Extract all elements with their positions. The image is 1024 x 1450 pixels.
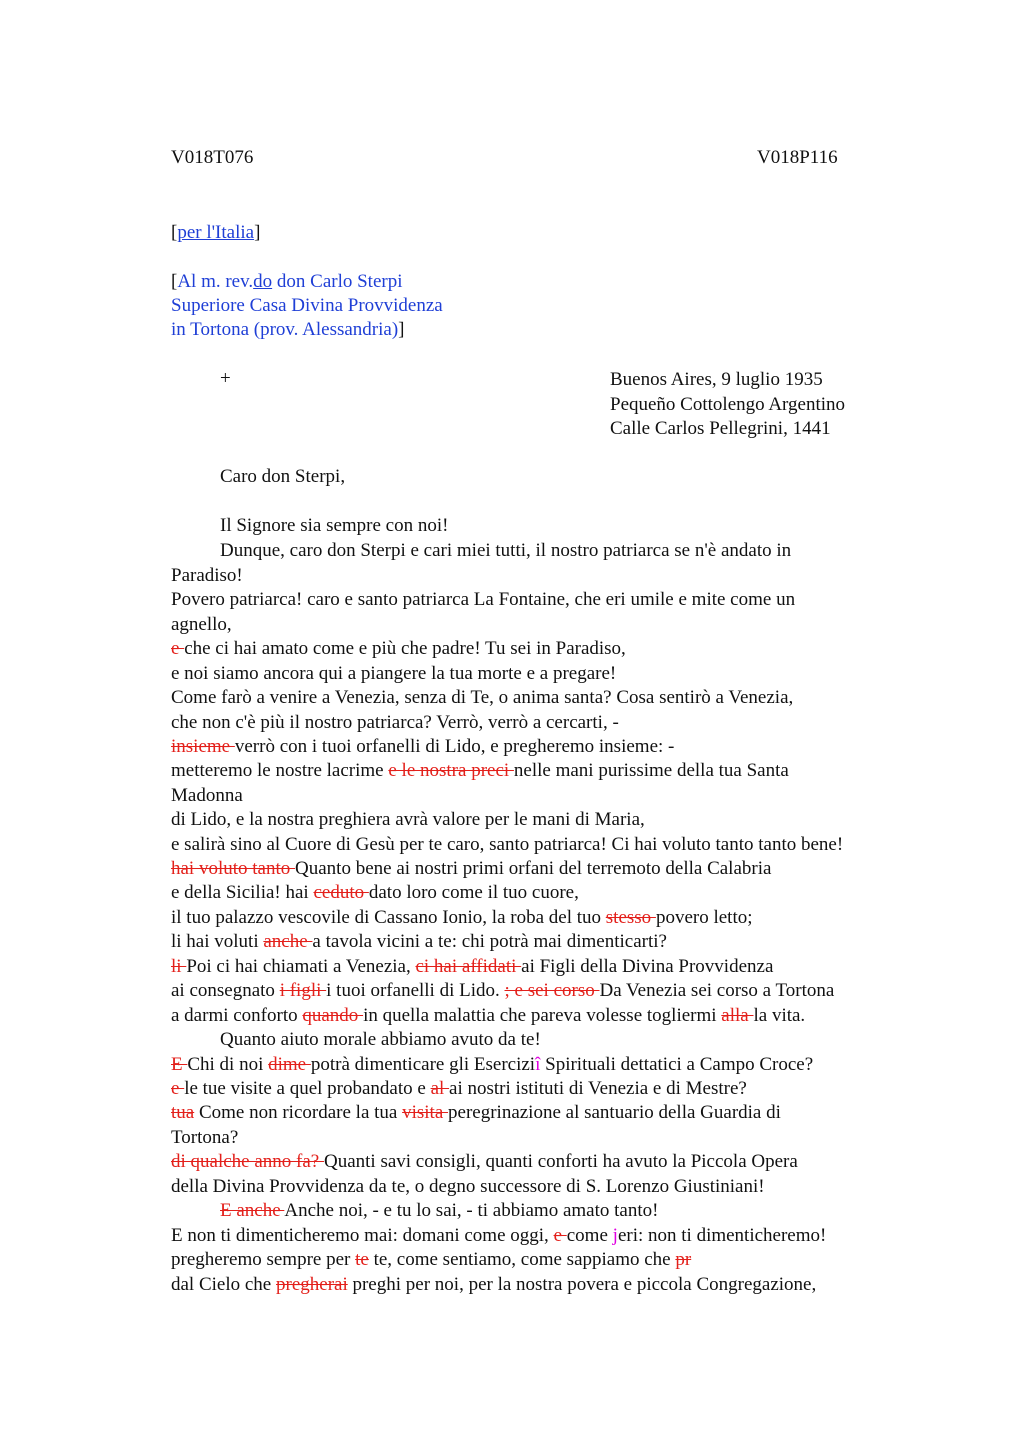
deleted-text: di qualche anno fa? (171, 1151, 324, 1172)
body-line (171, 808, 645, 832)
body-line (171, 784, 243, 808)
body-text: ai nostri istituti di Venezia e di Mestre? (449, 1078, 747, 1099)
body-text: pregheremo sempre per (171, 1249, 356, 1270)
body-text: Quanto bene ai nostri primi orfani del terremoto della Calabria (295, 858, 772, 879)
body-text: preghi per noi, per la nostra povera e piccola Congregazione, (347, 1274, 817, 1295)
body-text: Il Signore sia sempre con noi! (220, 515, 449, 536)
street-address: Calle Carlos Pellegrini, 1441 (610, 418, 831, 439)
body-line (171, 1053, 813, 1077)
deleted-text: e le nostra preci (388, 760, 514, 781)
routing-line: [per l'Italia] (171, 222, 261, 243)
body-text: in quella malattia che pareva volesse togliermi (363, 1005, 722, 1026)
body-text: Paradiso! (171, 565, 243, 586)
body-line (171, 1175, 765, 1199)
body-line (171, 735, 674, 759)
deleted-text: e (171, 1078, 185, 1099)
body-text: e noi siamo ancora qui a piangere la tua morte e a pregare! (171, 663, 617, 684)
body-text: Chi di noi (187, 1054, 269, 1075)
body-line (171, 1248, 691, 1272)
deleted-text: quando (302, 1005, 364, 1026)
body-text: che ci hai amato come e più che padre! Tu sei in Paradiso, (184, 638, 626, 659)
body-text: agnello, (171, 614, 232, 635)
body-text: a tavola vicini a te: chi potrà mai dimenticarti? (312, 931, 667, 952)
deleted-text: al (430, 1078, 450, 1099)
body-line (171, 686, 793, 710)
body-line (220, 539, 791, 563)
body-text: la vita. (753, 1005, 806, 1026)
deleted-text: pregherai (276, 1274, 348, 1295)
body-line (171, 1004, 805, 1028)
body-text: E non ti dimenticheremo mai: domani come oggi, (171, 1225, 554, 1246)
deleted-text: dime (268, 1054, 311, 1075)
body-line (171, 1224, 826, 1248)
place-date-block (610, 368, 845, 442)
body-text: Tortona? (171, 1127, 239, 1148)
body-text: Povero patriarca! caro e santo patriarca La Fontaine, che eri umile e mite come un (171, 589, 796, 610)
body-text: e salirà sino al Cuore di Gesù per te caro, santo patriarca! Ci hai voluto tanto tanto bene! (171, 834, 844, 855)
body-line (171, 637, 626, 661)
body-line (171, 564, 243, 588)
body-text: Spirituali dettatici a Campo Croce? (540, 1054, 814, 1075)
body-line (171, 1273, 816, 1297)
body-line (171, 979, 834, 1003)
body-line (171, 930, 667, 954)
body-text: della Divina Provvidenza da te, o degno successore di S. Lorenzo Giustiniani! (171, 1176, 765, 1197)
deleted-text: visita (402, 1102, 449, 1123)
body-text: Da Venezia sei corso a Tortona (599, 980, 835, 1001)
deleted-text: te (355, 1249, 369, 1270)
address-province: prov. Alessandria (260, 319, 392, 340)
deleted-text: E (171, 1054, 188, 1075)
body-text: Anche noi, - e tu lo sai, - ti abbiamo amato tanto! (284, 1200, 659, 1221)
body-line (171, 588, 795, 612)
body-text: metteremo le nostre lacrime (171, 760, 389, 781)
body-line (171, 759, 789, 783)
body-text: a darmi conforto (171, 1005, 303, 1026)
deleted-text: anche (263, 931, 313, 952)
deleted-text: ceduto (313, 882, 369, 903)
body-line (171, 906, 753, 930)
corrected-letter: î (535, 1054, 541, 1075)
body-text: Dunque, caro don Sterpi e cari miei tutti, il nostro patriarca se n'è andato in (220, 540, 792, 561)
address-recipient: don Carlo Sterpi (272, 271, 403, 292)
body-text: e della Sicilia! hai (171, 882, 314, 903)
deleted-text: stesso (605, 907, 656, 928)
body-text: le tue visite a quel probandato e (184, 1078, 431, 1099)
deleted-text: ci hai affidati (415, 956, 522, 977)
body-line (220, 514, 448, 538)
body-text: povero letto; (655, 907, 753, 928)
body-line (171, 662, 616, 686)
body-text: ai consegnato (171, 980, 280, 1001)
body-text: Come farò a venire a Venezia, senza di Te, o anima santa? Cosa sentirò a Venezia, (171, 687, 794, 708)
deleted-text: alla (721, 1005, 754, 1026)
document-code-left: V018T076 (171, 147, 254, 168)
body-line (171, 1077, 747, 1101)
body-text: verrò con i tuoi orfanelli di Lido, e pregheremo insieme: - (234, 736, 675, 757)
body-line (171, 711, 619, 735)
institution: Pequeño Cottolengo Argentino (610, 393, 846, 415)
body-text: Come non ricordare la tua (194, 1102, 403, 1123)
address-line-1: [Al m. rev.do don Carlo Sterpi (171, 271, 403, 292)
deleted-text: e (553, 1225, 567, 1246)
body-line (171, 857, 771, 881)
body-text: Madonna (171, 785, 243, 806)
corrected-letter: j (612, 1225, 618, 1246)
body-line (171, 1101, 781, 1125)
cross-mark: + (220, 368, 231, 389)
document-code-right: V018P116 (757, 147, 838, 168)
deleted-text: insieme (171, 736, 235, 757)
deleted-text: i figli (279, 980, 327, 1001)
body-text: dato loro come il tuo cuore, (368, 882, 579, 903)
body-text: come (566, 1225, 613, 1246)
deleted-text: e (171, 638, 185, 659)
body-text: te, come sentiamo, come sappiamo che (368, 1249, 676, 1270)
body-text: Quanto aiuto morale abbiamo avuto da te! (220, 1029, 541, 1050)
deleted-text: li (171, 956, 187, 977)
address-city: in Tortona ( (171, 319, 261, 340)
body-text: peregrinazione al santuario della Guardia di (448, 1102, 781, 1123)
body-line (171, 1126, 238, 1150)
body-text: li hai voluti (171, 931, 264, 952)
body-line (171, 881, 579, 905)
deleted-text: E anche (220, 1200, 285, 1221)
body-text: eri: non ti dimenticheremo! (617, 1225, 827, 1246)
body-text: ai Figli della Divina Provvidenza (521, 956, 774, 977)
deleted-text: tua (171, 1102, 195, 1123)
body-text: Poi ci hai chiamati a Venezia, (186, 956, 416, 977)
address-title: Al m. rev. (177, 271, 254, 292)
address-line-3: in Tortona (prov. Alessandria)] (171, 319, 405, 340)
deleted-text: pr (675, 1249, 692, 1270)
city-date: Buenos Aires, 9 luglio 1935 (610, 369, 823, 390)
body-text: che non c'è più il nostro patriarca? Verrò, verrò a cercarti, - (171, 712, 619, 733)
salutation: Caro don Sterpi, (220, 466, 346, 487)
body-line (171, 955, 773, 979)
address-abbr: do (253, 271, 273, 292)
body-line (171, 613, 232, 637)
routing-destination: per l'Italia (177, 222, 255, 243)
deleted-text: ; e sei corso (504, 980, 600, 1001)
body-line (220, 1028, 541, 1052)
address-block (171, 270, 443, 342)
address-paren-close: ) (391, 319, 399, 340)
body-line (171, 833, 843, 857)
body-text: potrà dimenticare gli Esercizi (310, 1054, 536, 1075)
body-text: nelle mani purissime della tua Santa (513, 760, 789, 781)
body-text: il tuo palazzo vescovile di Cassano Ionio, la roba del tuo (171, 907, 606, 928)
body-line (171, 1150, 798, 1174)
body-text: Quanti savi consigli, quanti conforti ha avuto la Piccola Opera (323, 1151, 798, 1172)
address-line-2: Superiore Casa Divina Provvidenza (171, 295, 443, 316)
body-text: i tuoi orfanelli di Lido. (326, 980, 505, 1001)
body-line (220, 1199, 658, 1223)
body-text: di Lido, e la nostra preghiera avrà valore per le mani di Maria, (171, 809, 645, 830)
deleted-text: hai voluto tanto (171, 858, 296, 879)
body-text: dal Cielo che (171, 1274, 276, 1295)
